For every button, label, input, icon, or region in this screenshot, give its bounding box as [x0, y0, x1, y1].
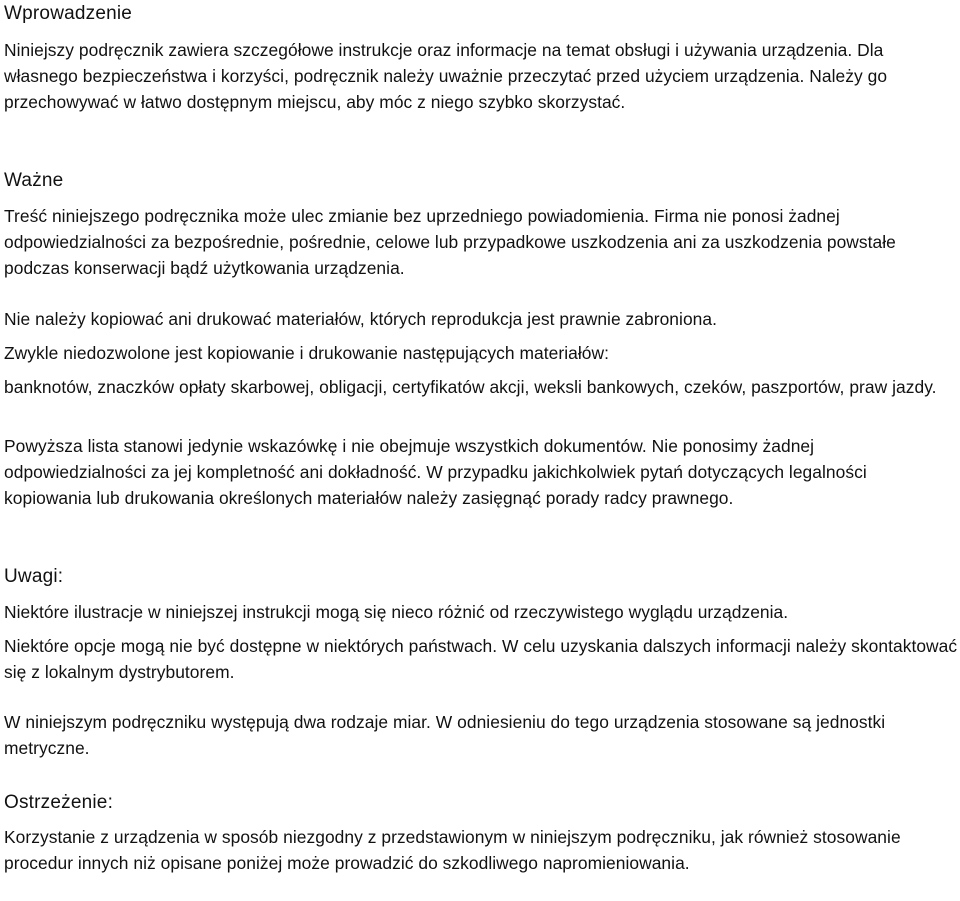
- important-paragraph-5: Powyższa lista stanowi jedynie wskazówkę i nie obejmuje wszystkich dokumentów. Nie ponosimy żadnej odpowiedzialności za jej kompletność ani dokładność. W przypadku jakichkolwiek pytań dotyczących legalności kopiowania lub drukowania określonych materiałów należy zasięgnąć porady radcy prawnego.: [4, 436, 867, 508]
- warning-paragraph: Korzystanie z urządzenia w sposób niezgodny z przedstawionym w niniejszym podręczniku, jak również stosowanie procedur innych niż opisane poniżej może prowadzić do szkodliwego napromieniowania.: [4, 827, 901, 873]
- important-paragraph-4: banknotów, znaczków opłaty skarbowej, obligacji, certyfikatów akcji, weksli bankowych, czeków, paszportów, praw jazdy.: [4, 377, 937, 397]
- important-heading: Ważne: [4, 170, 64, 191]
- important-paragraph-3: Zwykle niedozwolone jest kopiowanie i drukowanie następujących materiałów:: [4, 343, 609, 363]
- notes-paragraph-3: W niniejszym podręczniku występują dwa rodzaje miar. W odniesieniu do tego urządzenia stosowane są jednostki metryczne.: [4, 712, 886, 758]
- notes-paragraph-1: Niektóre ilustracje w niniejszej instrukcji mogą się nieco różnić od rzeczywistego wyglądu urządzenia.: [4, 602, 789, 622]
- notes-paragraph-2: Niektóre opcje mogą nie być dostępne w niektórych państwach. W celu uzyskania dalszych informacji należy skontaktować się z lokalnym dystrybutorem.: [4, 636, 958, 682]
- notes-heading: Uwagi:: [4, 566, 64, 587]
- intro-paragraph: Niniejszy podręcznik zawiera szczegółowe instrukcje oraz informacje na temat obsługi i używania urządzenia. Dla własnego bezpieczeństwa i korzyści, podręcznik należy uważnie przeczytać przed użyciem urządzenia. Należy go przechowywać w łatwo dostępnym miejscu, aby móc z niego szybko skorzystać.: [4, 40, 888, 112]
- intro-heading: Wprowadzenie: [4, 3, 133, 24]
- important-paragraph-2: Nie należy kopiować ani drukować materiałów, których reprodukcja jest prawnie zabroniona.: [4, 309, 717, 329]
- warning-heading: Ostrzeżenie:: [4, 792, 114, 813]
- important-paragraph-1: Treść niniejszego podręcznika może ulec zmianie bez uprzedniego powiadomienia. Firma nie ponosi żadnej odpowiedzialności za bezpośrednie, pośrednie, celowe lub przypadkowe uszkodzenia ani za uszkodzenia powstałe podczas konserwacji bądź użytkowania urządzenia.: [4, 206, 896, 278]
